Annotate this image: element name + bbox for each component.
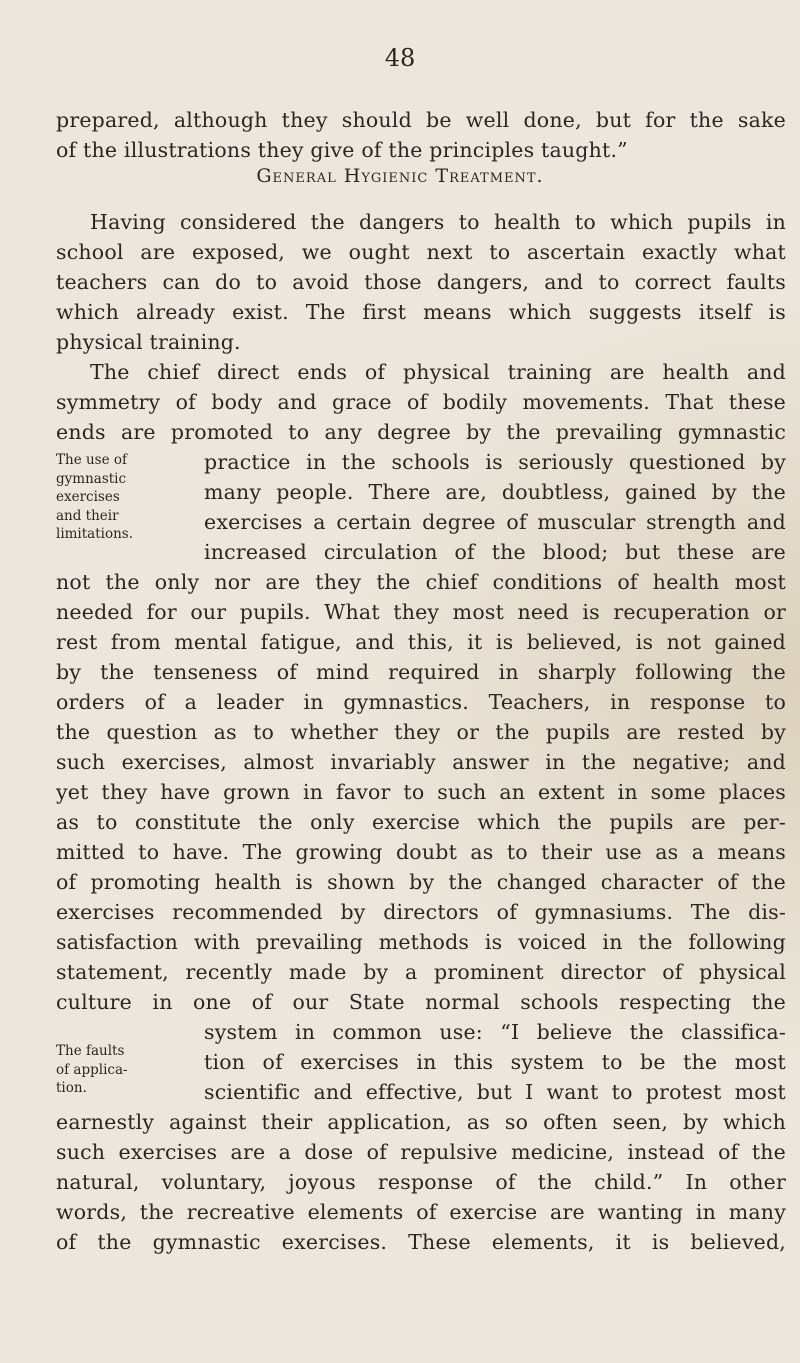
text-line: the question as to whether they or the pupils are rested by <box>56 720 786 744</box>
text-line: of the gymnastic exercises. These elements, it is believed, <box>56 1230 786 1254</box>
text-line: Having considered the dangers to health to which pupils in <box>90 210 786 234</box>
text-line: orders of a leader in gymnastics. Teachers, in response to <box>56 690 786 714</box>
text-line: satisfaction with prevailing methods is voiced in the following <box>56 930 786 954</box>
margin-note-faults <box>56 1042 202 1098</box>
text-line: as to constitute the only exercise which the pupils are per- <box>56 810 786 834</box>
text-line: rest from mental fatigue, and this, it is believed, is not gained <box>56 630 786 654</box>
text-line: practice in the schools is seriously questioned by <box>204 450 786 474</box>
text-line: increased circulation of the blood; but these are <box>204 540 786 564</box>
text-line: tion of exercises in this system to be the most <box>204 1050 786 1074</box>
text-line: exercises a certain degree of muscular strength and <box>204 510 786 534</box>
text-line: physical training. <box>56 330 241 354</box>
text-line: not the only nor are they the chief conditions of health most <box>56 570 786 594</box>
margin-note-line: exercises <box>56 489 120 505</box>
text-line: scientific and effective, but I want to protest most <box>204 1080 786 1104</box>
page-number: 48 <box>384 44 416 72</box>
margin-note-line: tion. <box>56 1080 87 1096</box>
text-line: earnestly against their application, as so often seen, by which <box>56 1110 786 1134</box>
text-line: which already exist. The first means which suggests itself is <box>56 300 786 324</box>
margin-note-line: gymnastic <box>56 470 127 487</box>
text-line: many people. There are, doubtless, gained by the <box>204 480 786 504</box>
text-line: mitted to have. The growing doubt as to their use as a means <box>56 840 786 864</box>
text-line: such exercises are a dose of repulsive medicine, instead of the <box>56 1140 786 1164</box>
margin-note-line: and their <box>56 507 119 524</box>
margin-note-gymnastics <box>56 451 202 544</box>
text-line: words, the recreative elements of exercise are wanting in many <box>56 1200 786 1224</box>
text-line: culture in one of our State normal schools respecting the <box>56 990 786 1014</box>
text-line: such exercises, almost invariably answer in the negative; and <box>56 750 786 774</box>
text-line: system in common use: “I believe the classifica- <box>204 1020 786 1044</box>
margin-note-line: limitations. <box>56 526 134 542</box>
text-line: natural, voluntary, joyous response of the child.” In other <box>56 1170 786 1194</box>
text-line: yet they have grown in favor to such an extent in some places <box>56 780 786 804</box>
text-line: of promoting health is shown by the changed character of the <box>56 870 786 894</box>
text-line: needed for our pupils. What they most need is recuperation or <box>56 600 786 624</box>
text-line: prepared, although they should be well done, but for the sake <box>56 108 786 132</box>
text-line: ends are promoted to any degree by the prevailing gymnastic <box>56 420 786 444</box>
margin-note-line: The use of <box>56 452 128 468</box>
margin-note-line: of applica- <box>56 1061 128 1078</box>
text-line: symmetry of body and grace of bodily movements. That these <box>56 390 786 414</box>
text-line: of the illustrations they give of the principles taught.” <box>56 138 628 162</box>
text-line: The chief direct ends of physical training are health and <box>90 360 786 384</box>
text-line: exercises recommended by directors of gymnasiums. The dis- <box>56 900 786 924</box>
text-line: school are exposed, we ought next to ascertain exactly what <box>56 240 786 264</box>
text-line: teachers can do to avoid those dangers, and to correct faults <box>56 270 786 294</box>
text-line: statement, recently made by a prominent director of physical <box>56 960 786 984</box>
section-heading: General Hygienic Treatment. <box>256 165 544 187</box>
margin-note-line: The faults <box>56 1043 125 1059</box>
text-line: by the tenseness of mind required in sharply following the <box>56 660 786 684</box>
